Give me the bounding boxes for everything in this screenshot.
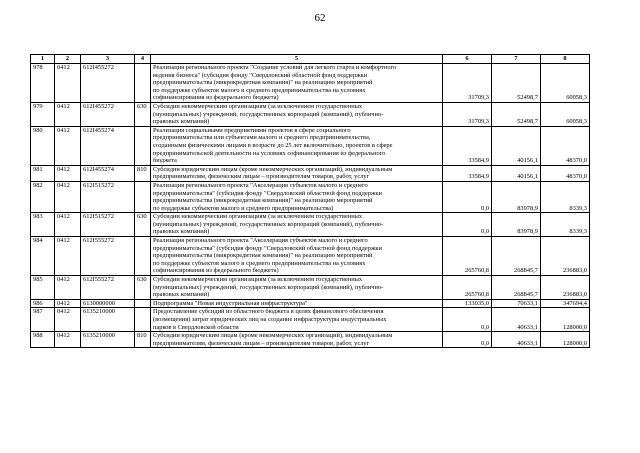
- table-row: [31, 64, 590, 103]
- row-number: 985: [31, 276, 55, 300]
- amount-cell: 31709,3: [443, 64, 492, 103]
- target-article-code: 6130000000: [81, 299, 135, 308]
- section-code: 0412: [55, 102, 81, 126]
- table-row: [31, 276, 590, 300]
- expense-type-code: [135, 308, 151, 332]
- table-row: [31, 308, 590, 332]
- amount-cell: 40156,1: [492, 126, 541, 165]
- expense-type-code: [135, 64, 151, 103]
- table-row: [31, 299, 590, 308]
- amount-cell: 33584,9: [443, 126, 492, 165]
- amount-cell: 8339,3: [541, 181, 590, 212]
- amount-cell: 48370,0: [541, 126, 590, 165]
- expense-type-code: 630: [135, 276, 151, 300]
- header-cell: 4: [135, 55, 151, 64]
- amount-cell: 0,0: [443, 213, 492, 237]
- amount-cell: 31709,3: [443, 102, 492, 126]
- target-article-code: 612I555272: [81, 276, 135, 300]
- row-description: Предоставление субсидий из областного бюджета в целях финансового обеспечения (возмещения) затрат юридических лиц на создание инфраструктуры индустриальных парков в Свердловской области: [151, 308, 443, 332]
- header-cell: 7: [492, 55, 541, 64]
- amount-cell: 236883,0: [541, 237, 590, 276]
- section-code: 0412: [55, 165, 81, 181]
- expense-type-code: [135, 126, 151, 165]
- expense-type-code: 630: [135, 102, 151, 126]
- expense-type-code: [135, 237, 151, 276]
- row-description: Реализация регионального проекта "Акселерация субъектов малого и среднего предпринимательства" (субсидия фонду "Свердловский областной фонд поддержки предпринимательства (микрокредитная компания)" на реализацию мероприятий по поддержке субъектов малого и среднего предпринимательства на условиях софинансирования из федерального бюджета): [151, 237, 443, 276]
- header-cell: 5: [151, 55, 443, 64]
- target-article-code: 612I455272: [81, 64, 135, 103]
- amount-cell: 268845,7: [492, 276, 541, 300]
- table-row: [31, 237, 590, 276]
- amount-cell: 40156,1: [492, 165, 541, 181]
- row-description: Реализация социальными предприятиями проектов в сфере социального предпринимательства или субъектами малого и среднего предпринимательства, созданными физическими лицами в возрасте до 25 лет включительно, проектов в сфере предпринимательской деятельности на условиях софинансирования из федерального бюджета: [151, 126, 443, 165]
- row-description: Субсидии юридическим лицам (кроме некоммерческих организаций), индивидуальным предпринимателям, физическим лицам – производителям товаров, работ, услуг: [151, 332, 443, 348]
- row-number: 988: [31, 332, 55, 348]
- section-code: 0412: [55, 332, 81, 348]
- amount-cell: 40633,1: [492, 332, 541, 348]
- expense-type-code: [135, 181, 151, 212]
- section-code: 0412: [55, 126, 81, 165]
- amount-cell: 265760,8: [443, 276, 492, 300]
- expense-type-code: 630: [135, 213, 151, 237]
- expense-type-code: 810: [135, 165, 151, 181]
- amount-cell: 40633,1: [492, 308, 541, 332]
- header-cell: 6: [443, 55, 492, 64]
- row-number: 979: [31, 102, 55, 126]
- amount-cell: 60058,3: [541, 64, 590, 103]
- table-row: [31, 102, 590, 126]
- header-cell: 1: [31, 55, 55, 64]
- table-row: [31, 165, 590, 181]
- amount-cell: 268845,7: [492, 237, 541, 276]
- amount-cell: 265760,8: [443, 237, 492, 276]
- row-description: Реализация регионального проекта "Акселерация субъектов малого и среднего предпринимательства" (субсидия фонду "Свердловский областной фонд поддержки предпринимательства (микрокредитная компания)" на реализацию мероприятий по поддержке субъектов малого и среднего предпринимательства): [151, 181, 443, 212]
- amount-cell: 0,0: [443, 308, 492, 332]
- amount-cell: 133035,0: [443, 299, 492, 308]
- target-article-code: 6135210000: [81, 308, 135, 332]
- header-cell: 2: [55, 55, 81, 64]
- target-article-code: 612I455274: [81, 165, 135, 181]
- table-row: [31, 181, 590, 212]
- target-article-code: 612I555272: [81, 237, 135, 276]
- section-code: 0412: [55, 181, 81, 212]
- amount-cell: 83978,9: [492, 213, 541, 237]
- target-article-code: 612I455272: [81, 102, 135, 126]
- section-code: 0412: [55, 308, 81, 332]
- amount-cell: 70633,1: [492, 299, 541, 308]
- amount-cell: 52498,7: [492, 64, 541, 103]
- amount-cell: 83978,9: [492, 181, 541, 212]
- expense-type-code: [135, 299, 151, 308]
- target-article-code: 6135210000: [81, 332, 135, 348]
- row-description: Субсидии юридическим лицам (кроме некоммерческих организаций), индивидуальным предпринимателям, физическим лицам – производителям товаров, работ, услуг: [151, 165, 443, 181]
- header-row: [31, 55, 590, 64]
- row-description: Реализация регионального проекта "Создание условий для легкого старта и комфортного ведения бизнеса" (субсидия фонду "Свердловский областной фонд поддержки предпринимательства (микрокредитная компания)" на реализацию мероприятий по поддержке субъектов малого и среднего предпринимательства на условиях софинансирования из федерального бюджета): [151, 64, 443, 103]
- row-description: Субсидии некоммерческим организациям (за исключением государственных (муниципальных) учреждений, государственных корпораций (компаний), публично- правовых компаний): [151, 213, 443, 237]
- expense-type-code: 810: [135, 332, 151, 348]
- target-article-code: 612I515272: [81, 213, 135, 237]
- header-cell: 3: [81, 55, 135, 64]
- header-cell: 8: [541, 55, 590, 64]
- section-code: 0412: [55, 213, 81, 237]
- row-number: 987: [31, 308, 55, 332]
- budget-table: [30, 54, 590, 348]
- row-number: 982: [31, 181, 55, 212]
- amount-cell: 347694,4: [541, 299, 590, 308]
- section-code: 0412: [55, 299, 81, 308]
- section-code: 0412: [55, 237, 81, 276]
- amount-cell: 236883,0: [541, 276, 590, 300]
- amount-cell: 33584,9: [443, 165, 492, 181]
- amount-cell: 60058,3: [541, 102, 590, 126]
- row-number: 983: [31, 213, 55, 237]
- row-number: 978: [31, 64, 55, 103]
- amount-cell: 8339,3: [541, 213, 590, 237]
- amount-cell: 52498,7: [492, 102, 541, 126]
- row-description: Субсидии некоммерческим организациям (за исключением государственных (муниципальных) учреждений, государственных корпораций (компаний), публично- правовых компаний): [151, 102, 443, 126]
- table-row: [31, 213, 590, 237]
- target-article-code: 612I455274: [81, 126, 135, 165]
- section-code: 0412: [55, 64, 81, 103]
- amount-cell: 48370,0: [541, 165, 590, 181]
- amount-cell: 0,0: [443, 332, 492, 348]
- row-description: Подпрограмма "Новая индустриальная инфраструктура": [151, 299, 443, 308]
- page-number: 62: [314, 12, 326, 24]
- row-number: 980: [31, 126, 55, 165]
- row-number: 984: [31, 237, 55, 276]
- row-number: 986: [31, 299, 55, 308]
- row-number: 981: [31, 165, 55, 181]
- amount-cell: 0,0: [443, 181, 492, 212]
- row-description: Субсидии некоммерческим организациям (за исключением государственных (муниципальных) учреждений, государственных корпораций (компаний), публично- правовых компаний): [151, 276, 443, 300]
- amount-cell: 128000,0: [541, 332, 590, 348]
- table-row: [31, 332, 590, 348]
- table-row: [31, 126, 590, 165]
- section-code: 0412: [55, 276, 81, 300]
- amount-cell: 128000,0: [541, 308, 590, 332]
- target-article-code: 612I515272: [81, 181, 135, 212]
